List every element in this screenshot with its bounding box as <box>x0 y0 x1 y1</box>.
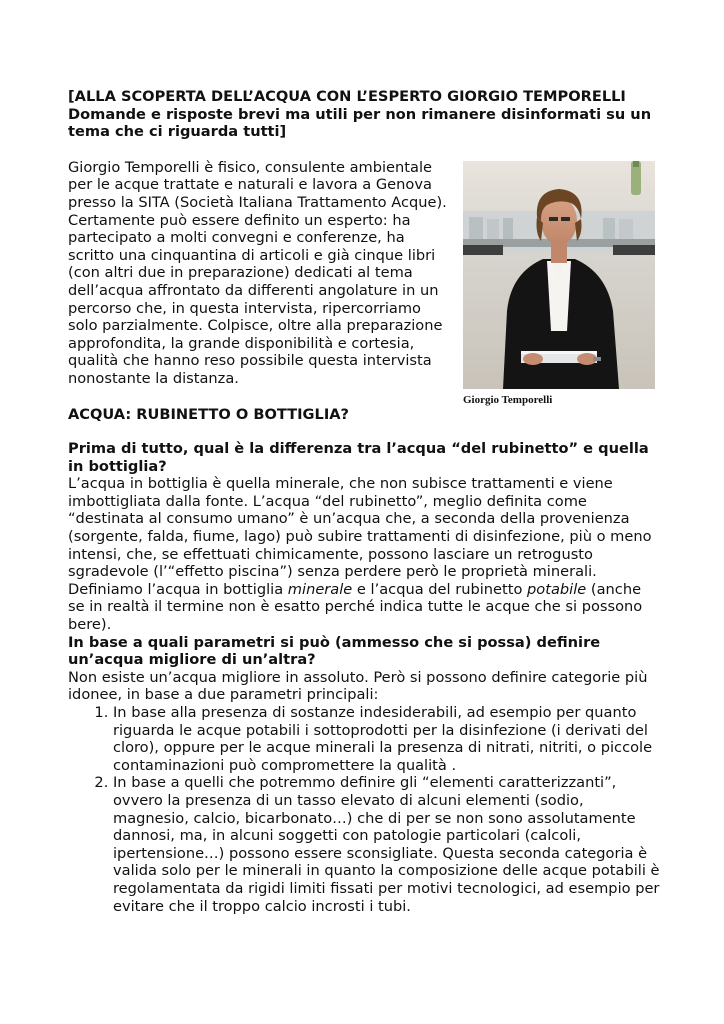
document-page <box>68 88 660 915</box>
list-item: 2. In base a quelli che potremmo definire gli “elementi caratterizzanti”, ovvero la presenza di un tasso elevato di alcuni elementi (sodio, magnesio, calcio, bicarbonato…) che di per se non sono assolutamente dannosi, ma, in alcuni soggetti con patologie particolari (calcoli, ipertensione…) possono essere sconsigliate. Questa seconda categoria è valida solo per le minerali in quanto la composizione delle acque potabili è regolamentata da rigidi limiti fissati per motivi tecnologici, ad esempio per evitare che il troppo calcio incrosti i tubi. <box>113 774 660 915</box>
intro-section <box>68 158 660 406</box>
answer-1-part-1: L’acqua in bottiglia è quella minerale, che non subisce trattamenti e viene imbottigliata dalla fonte. L’acqua “del rubinetto”, meglio definita come “destinata al consumo umano” è un’acqua che, a seconda della provenienza (sorgente, falda, fiume, lago) può subire trattamenti di disinfezione, più o meno intensi, che, se effettuati chimicamente, possono lasciare un retrogusto sgradevole (l’“effetto piscina”) senza perdere però le proprietà minerali. Definiamo l’acqua in bottiglia <box>68 475 652 598</box>
section-heading: ACQUA: RUBINETTO O BOTTIGLIA? <box>68 405 350 423</box>
question-1: Prima di tutto, qual è la differenza tra l’acqua “del rubinetto” e quella in bottiglia? <box>68 440 649 475</box>
photo-figure <box>463 161 655 407</box>
question-2: In base a quali parametri si può (ammesso che si possa) definire un’acqua migliore di un’altra? <box>68 633 601 669</box>
list-item: 1. In base alla presenza di sostanze indesiderabili, ad esempio per quanto riguarda le acque potabili i sottoprodotti per la disinfezione (i derivati del cloro), oppure per le acque minerali la presenza di nitrati, nitriti, o piccole contaminazioni può compromettere la qualità . <box>113 704 660 774</box>
photo-caption: Giorgio Temporelli <box>463 393 553 406</box>
answer-1-part-2: e l’acqua del rubinetto <box>352 580 528 598</box>
answer-2: Non esiste un’acqua migliore in assoluto. Però si possono definire categorie più idonee, in base a due parametri principali: <box>68 668 648 704</box>
answer-1-emphasis-minerale: minerale <box>287 580 353 598</box>
article-title <box>68 88 660 141</box>
portrait-photo <box>463 161 655 389</box>
title-line-2: Domande e risposte brevi ma utili per non rimanere disinformati su un tema che ci riguarda tutti] <box>68 105 652 141</box>
intro-paragraph: Giorgio Temporelli è fisico, consulente ambientale per le acque trattate e naturali e lavora a Genova presso la SITA (Società Italiana Trattamento Acque). Certamente può essere definito un esperto: ha partecipato a molti convegni e conferenze, ha scritto una cinquantina di articoli e già cinque libri (con altri due in preparazione) dedicati al tema dell’acqua affrontato da differenti angolature in un percorso che, in questa intervista, ripercorriamo solo parzialmente. Colpisce, oltre alla preparazione approfondita, la grande disponibilità e cortesia, qualità che hanno reso possibile questa intervista nonostante la distanza. <box>68 158 447 387</box>
answer-1-part-3: (anche se in realtà il termine non è esatto perché indica tutte le acque che si possono bere). <box>68 580 643 634</box>
title-line-1: [ALLA SCOPERTA DELL’ACQUA CON L’ESPERTO GIORGIO TEMPORELLI <box>68 88 626 105</box>
answer-1 <box>68 475 660 633</box>
answer-1-emphasis-potabile: potabile <box>527 580 587 598</box>
criteria-list <box>68 704 660 915</box>
